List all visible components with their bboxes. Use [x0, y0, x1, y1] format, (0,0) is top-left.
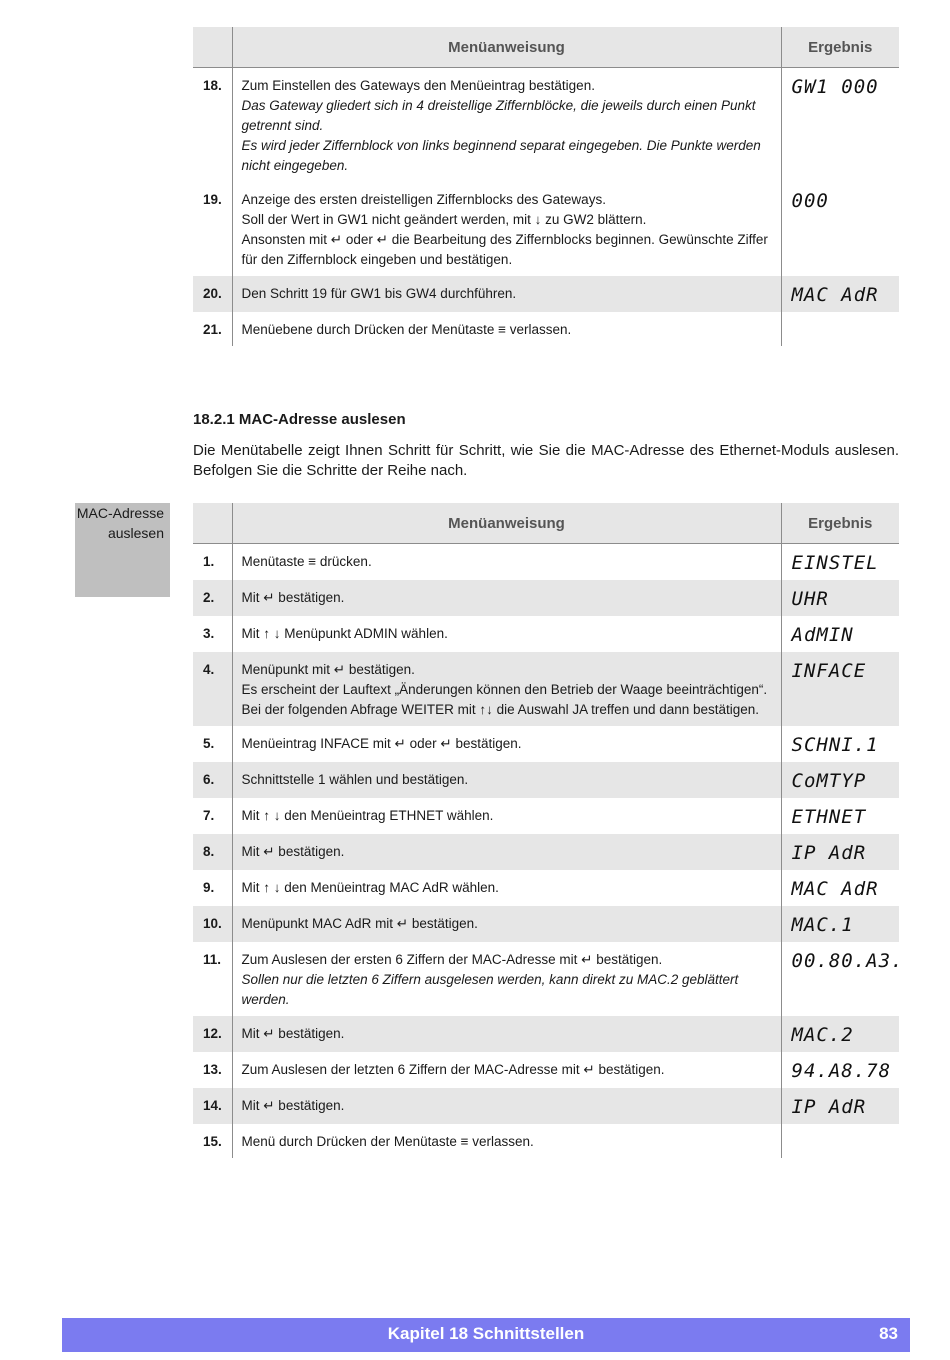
step-result-display: MAC.1: [781, 906, 899, 942]
step-result-display: [781, 312, 899, 346]
step-number: 1.: [193, 544, 232, 581]
step-number: 5.: [193, 726, 232, 762]
table-row: [193, 544, 899, 581]
header-result: Ergebnis: [781, 27, 899, 68]
step-number: 10.: [193, 906, 232, 942]
table-row: [193, 652, 899, 726]
step-result-display: UHR: [781, 580, 899, 616]
table-row: [193, 1016, 899, 1052]
instruction-line: Menüpunkt mit ↵ bestätigen.: [241, 662, 415, 677]
step-result-display: IP AdR: [781, 1088, 899, 1124]
instruction-line: Anzeige des ersten dreistelligen Ziffernblocks des Gateways.: [241, 192, 606, 207]
step-result-display: MAC AdR: [791, 878, 879, 900]
step-instruction: [232, 1016, 781, 1052]
instruction-line: Soll der Wert in GW1 nicht geändert werden, mit ↓ zu GW2 blättern.: [241, 212, 647, 227]
header-instruction: Menüanweisung: [232, 503, 781, 544]
step-result-display: SCHNI.1: [791, 734, 879, 756]
instruction-line: Mit ↵ bestätigen.: [241, 590, 345, 605]
step-result-display: [781, 1124, 899, 1158]
step-number: 3.: [193, 616, 232, 652]
table-row: [193, 68, 899, 183]
step-result-display: AdMIN: [791, 624, 854, 646]
instruction-line: Menütaste ≡ drücken.: [241, 554, 372, 569]
step-result-display: MAC.2: [781, 1016, 899, 1052]
step-result-display: 94.A8.78: [791, 1060, 892, 1082]
instruction-line: Sollen nur die letzten 6 Ziffern ausgelesen werden, kann direkt zu MAC.2 geblättert werden.: [241, 972, 739, 1007]
header-number: [193, 27, 232, 68]
table-row: [193, 906, 899, 942]
step-instruction: [232, 726, 781, 762]
header-number: [193, 503, 232, 544]
gateway-table-body: [193, 68, 899, 347]
step-instruction: [232, 1052, 781, 1088]
step-instruction: [232, 68, 781, 183]
step-result-display: IP AdR: [781, 834, 899, 870]
instruction-line: Mit ↑ ↓ den Menüeintrag ETHNET wählen.: [241, 808, 494, 823]
instruction-line: Mit ↵ bestätigen.: [241, 844, 345, 859]
instruction-line: Den Schritt 19 für GW1 bis GW4 durchführen.: [241, 286, 517, 301]
step-instruction: [232, 276, 781, 312]
table-header-row: [193, 503, 899, 544]
step-number: 13.: [193, 1052, 232, 1088]
mac-table-body: [193, 544, 904, 1159]
step-instruction: [232, 616, 781, 652]
step-number: 6.: [193, 762, 232, 798]
table-row: [193, 726, 899, 762]
step-instruction: [232, 1088, 781, 1124]
step-instruction: [232, 182, 781, 276]
table-row: [193, 1052, 899, 1088]
instruction-line: Es wird jeder Ziffernblock von links beginnend separat eingegeben. Die Punkte werden nicht eingegeben.: [241, 138, 761, 173]
step-number: 21.: [193, 312, 232, 346]
table-row: [193, 312, 899, 346]
table-row: [193, 616, 899, 652]
step-number: 8.: [193, 834, 232, 870]
table-row: [193, 182, 899, 276]
table-row: [193, 1088, 899, 1124]
instruction-line: Zum Auslesen der ersten 6 Ziffern der MAC-Adresse mit ↵ bestätigen.: [241, 952, 663, 967]
step-number: 15.: [193, 1124, 232, 1158]
step-result-display: MAC AdR: [781, 276, 899, 312]
section-intro: Die Menütabelle zeigt Ihnen Schritt für Schritt, wie Sie die MAC-Adresse des Ethernet-Moduls auslesen. Befolgen Sie die Schritte der Reihe nach.: [193, 442, 899, 479]
step-number: 2.: [193, 580, 232, 616]
step-result-display: CoMTYP: [781, 762, 899, 798]
table-header-row: [193, 27, 899, 68]
instruction-line: Ansonsten mit ↵ oder ↵ die Bearbeitung des Ziffernblocks beginnen. Gewünschte Ziffer für den Ziffernblock eingeben und bestätigen.: [241, 232, 768, 267]
step-number: 11.: [193, 942, 232, 1016]
instruction-line: Es erscheint der Lauftext „Änderungen können den Betrieb der Waage beeinträchtigen“. Bei der folgenden Abfrage WEITER mit ↑↓ die Auswahl JA treffen und dann bestätigen.: [241, 682, 768, 717]
step-number: 7.: [193, 798, 232, 834]
table-row: [193, 798, 899, 834]
footer-page-number: 83: [879, 1324, 898, 1343]
instruction-line: Menüpunkt MAC AdR mit ↵ bestätigen.: [241, 916, 478, 931]
instruction-line: Mit ↵ bestätigen.: [241, 1098, 345, 1113]
step-result-display: ETHNET: [791, 806, 867, 828]
instruction-line: Mit ↑ ↓ Menüpunkt ADMIN wählen.: [241, 626, 448, 641]
table-row: [193, 762, 899, 798]
step-number: 18.: [193, 68, 232, 183]
mac-menu-table: [193, 503, 904, 1158]
instruction-line: Menüeintrag INFACE mit ↵ oder ↵ bestätigen.: [241, 736, 522, 751]
header-result: Ergebnis: [781, 503, 899, 544]
step-result-display: INFACE: [781, 652, 899, 726]
step-result-display: 00.80.A3.: [791, 950, 904, 972]
step-result-display: GW1 000: [791, 76, 879, 98]
table-row: [193, 276, 899, 312]
step-instruction: [232, 1124, 781, 1158]
page-footer: [62, 1318, 910, 1352]
header-instruction: Menüanweisung: [232, 27, 781, 68]
step-instruction: [232, 942, 781, 1016]
step-instruction: [232, 834, 781, 870]
step-result-display: 000: [791, 190, 829, 212]
gateway-menu-table: [193, 27, 899, 346]
instruction-line: Menüebene durch Drücken der Menütaste ≡ verlassen.: [241, 322, 572, 337]
footer-chapter-title: Kapitel 18 Schnittstellen: [387, 1324, 585, 1343]
side-label-line-2: auslesen: [107, 525, 164, 541]
instruction-line: Mit ↑ ↓ den Menüeintrag MAC AdR wählen.: [241, 880, 499, 895]
instruction-line: Zum Einstellen des Gateways den Menüeintrag bestätigen.: [241, 78, 595, 93]
table-row: [193, 870, 899, 906]
step-instruction: [232, 544, 781, 581]
step-instruction: [232, 762, 781, 798]
table-row: [193, 580, 899, 616]
table-row: [193, 834, 899, 870]
step-number: 12.: [193, 1016, 232, 1052]
side-label-line-1: MAC-Adresse: [76, 505, 164, 521]
step-number: 19.: [193, 182, 232, 276]
step-number: 14.: [193, 1088, 232, 1124]
side-label-box: [75, 503, 170, 597]
step-number: 4.: [193, 652, 232, 726]
step-instruction: [232, 312, 781, 346]
table-row: [193, 1124, 899, 1158]
table-row: [193, 942, 899, 1016]
step-instruction: [232, 652, 781, 726]
instruction-line: Menü durch Drücken der Menütaste ≡ verlassen.: [241, 1134, 534, 1149]
instruction-line: Das Gateway gliedert sich in 4 dreistellige Ziffernblöcke, die jeweils durch einen Punkt getrennt sind.: [241, 98, 756, 133]
step-result-display: EINSTEL: [791, 552, 879, 574]
step-instruction: [232, 580, 781, 616]
instruction-line: Zum Auslesen der letzten 6 Ziffern der MAC-Adresse mit ↵ bestätigen.: [241, 1062, 665, 1077]
instruction-line: Mit ↵ bestätigen.: [241, 1026, 345, 1041]
step-instruction: [232, 798, 781, 834]
step-number: 9.: [193, 870, 232, 906]
section-heading: 18.2.1 MAC-Adresse auslesen: [193, 411, 406, 428]
step-instruction: [232, 906, 781, 942]
step-instruction: [232, 870, 781, 906]
step-number: 20.: [193, 276, 232, 312]
instruction-line: Schnittstelle 1 wählen und bestätigen.: [241, 772, 469, 787]
